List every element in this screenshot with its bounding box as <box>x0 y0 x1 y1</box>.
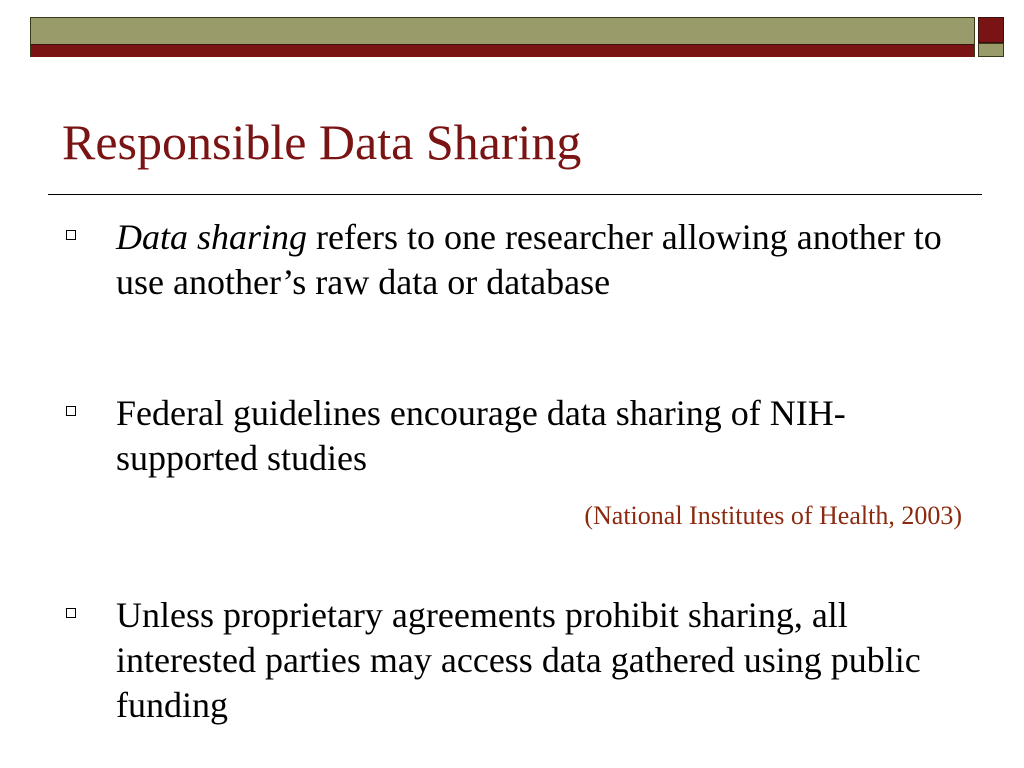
citation-text: (National Institutes of Health, 2003) <box>584 501 962 530</box>
bullet-term: Data sharing <box>116 217 308 257</box>
bullet-item-data-sharing <box>62 215 962 305</box>
bullet-body: refers to one researcher allowing another to use another’s raw data or database <box>116 217 942 302</box>
bullet-text: Federal guidelines encourage data sharing of NIH-supported studies <box>116 393 846 478</box>
header-band-olive-stripe <box>31 18 974 44</box>
corner-olive-block <box>978 43 1004 57</box>
header-band-maroon-stripe <box>31 44 974 57</box>
header-decorative-band <box>30 17 975 57</box>
corner-maroon-square <box>978 17 1004 43</box>
bullet-text <box>116 215 962 305</box>
hollow-square-icon <box>66 608 76 618</box>
bullet-text: Unless proprietary agreements prohibit sharing, all interested parties may access data gathered using public funding <box>116 595 921 725</box>
bullet-item-federal-guidelines <box>62 391 962 481</box>
hollow-square-icon <box>66 406 76 416</box>
title-divider <box>48 194 982 195</box>
slide-title: Responsible Data Sharing <box>62 114 582 170</box>
hollow-square-icon <box>66 230 76 240</box>
bullet-item-public-funding <box>62 593 962 728</box>
